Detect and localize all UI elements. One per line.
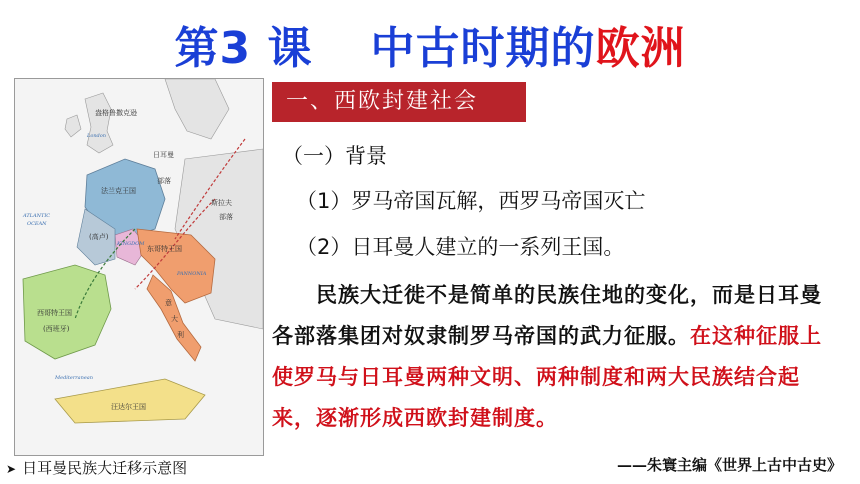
page-title xyxy=(0,12,860,76)
label-vandal: 汪达尔王国 xyxy=(111,403,146,411)
label-italy-2: 大 xyxy=(171,315,178,323)
background-heading: （一）背景 xyxy=(282,144,387,168)
label-east-goth: 东哥特王国 xyxy=(147,245,182,253)
label-slavs: 斯拉夫 xyxy=(211,199,232,207)
migration-map xyxy=(14,78,264,456)
label-germans: 日耳曼 xyxy=(153,151,174,159)
map-caption xyxy=(6,457,187,478)
title-highlight: 欧洲 xyxy=(595,23,686,74)
label-mediterranean: Mediterranean xyxy=(55,375,93,381)
map-graphic xyxy=(15,79,263,455)
label-frankish: 法兰克王国 xyxy=(101,187,136,195)
label-atlantic: ATLANTIC xyxy=(23,213,51,219)
list-item: （2）日耳曼人建立的一系列王国。 xyxy=(296,235,625,259)
lesson-number: 第3 课 xyxy=(174,23,313,74)
map-caption-text: 日耳曼民族大迁移示意图 xyxy=(22,459,188,477)
quote-block xyxy=(272,274,832,438)
label-italy-1: 意 xyxy=(165,299,172,307)
quote-red-text: 在这种征服上使罗马与日耳曼两种文明、两种制度和两大民族结合起来，逐渐形成西欧封建制度。 xyxy=(272,323,822,430)
caption-arrow-icon: ➤ xyxy=(6,462,17,476)
label-ocean: OCEAN xyxy=(27,221,47,227)
label-kingdom: KINGDOM xyxy=(117,241,145,247)
label-tribes: 部落 xyxy=(157,177,171,185)
quote-black-text: 民族大迁徙不是简单的民族住地的变化，而是日耳曼各部落集团对奴隶制罗马帝国的武力征服。 xyxy=(272,282,822,348)
label-celts: 盎格鲁撒克逊 xyxy=(95,109,137,117)
title-main: 中古时期的 xyxy=(370,23,596,74)
label-pannonia: PANNONIA xyxy=(177,271,207,277)
label-spain: (西班牙) xyxy=(43,325,70,333)
section-heading: 一、西欧封建社会 xyxy=(272,82,526,122)
label-london: London xyxy=(87,133,106,139)
label-italy-3: 利 xyxy=(177,331,184,339)
label-slavs2: 部落 xyxy=(219,213,233,221)
label-gaul: (高卢) xyxy=(89,233,109,241)
quote-source: ——朱寰主编《世界上古中古史》 xyxy=(616,456,842,474)
label-west-goth: 西哥特王国 xyxy=(37,309,72,317)
list-item: （1）罗马帝国瓦解，西罗马帝国灭亡 xyxy=(296,189,646,213)
